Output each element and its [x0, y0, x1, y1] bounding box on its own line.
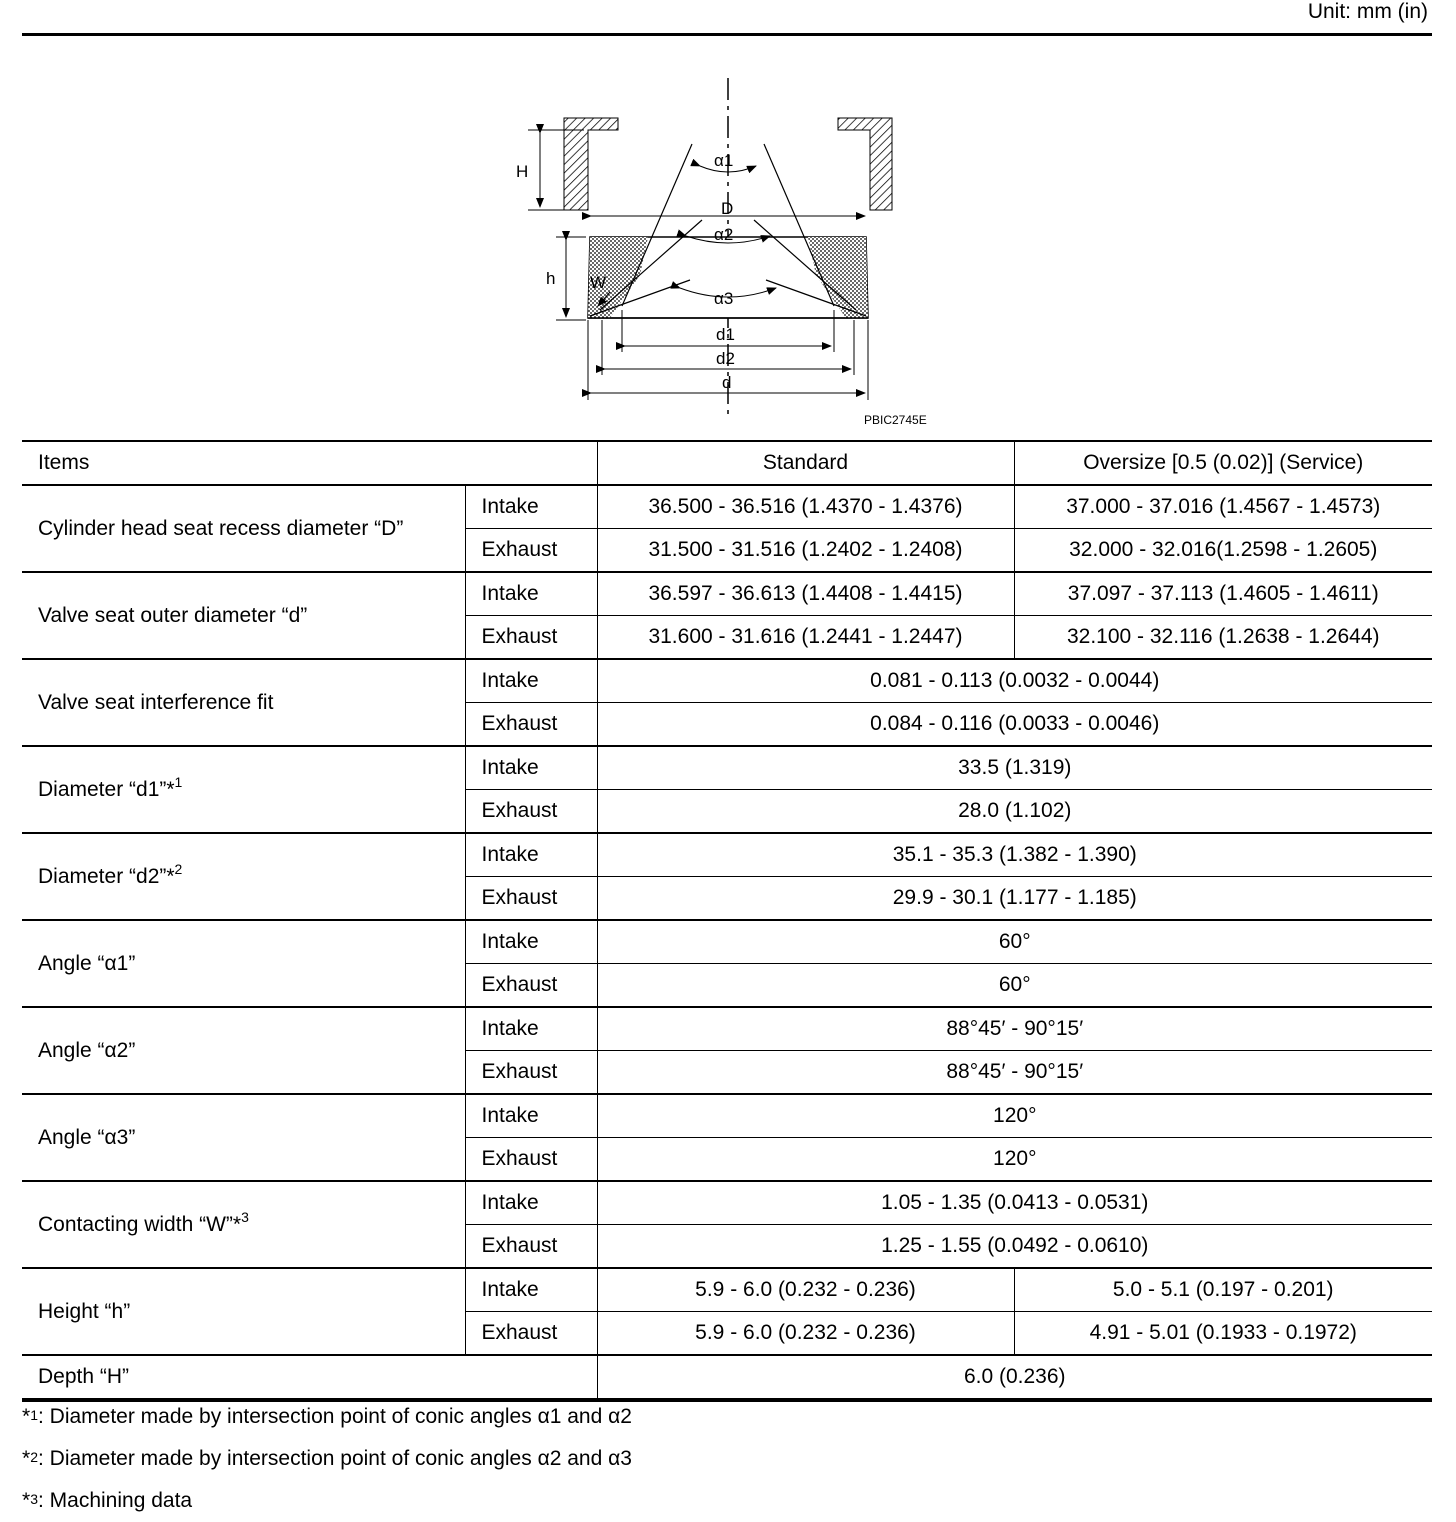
footnote-sup: 2 — [30, 1449, 38, 1465]
table-row — [22, 746, 1432, 790]
standard-value: 36.500 - 36.516 (1.4370 - 1.4376) — [597, 485, 1014, 529]
footnotes — [22, 1396, 632, 1522]
table-row — [22, 1268, 1432, 1312]
valve-seat-spec-table — [22, 440, 1432, 1402]
standard-value: 36.597 - 36.613 (1.4408 - 1.4415) — [597, 572, 1014, 616]
common-value: 0.081 - 0.113 (0.0032 - 0.0044) — [597, 659, 1432, 703]
sub-label: Exhaust — [465, 1051, 597, 1095]
footnote-text: : Machining data — [37, 1489, 193, 1512]
sub-label: Exhaust — [465, 964, 597, 1008]
item-label — [22, 746, 465, 833]
item-label: Angle “α1” — [22, 920, 465, 1007]
footnote — [22, 1396, 632, 1438]
footnote-sup: 2 — [174, 860, 183, 877]
head-wall-right — [838, 118, 892, 210]
common-value: 1.25 - 1.55 (0.0492 - 0.0610) — [597, 1225, 1432, 1269]
common-value: 29.9 - 30.1 (1.177 - 1.185) — [597, 877, 1432, 921]
footnote-mark: * — [22, 1405, 31, 1428]
table-row — [22, 1007, 1432, 1051]
header-standard: Standard — [597, 441, 1014, 485]
oversize-value: 32.100 - 32.116 (1.2638 - 1.2644) — [1014, 616, 1432, 660]
common-value: 28.0 (1.102) — [597, 790, 1432, 834]
sub-label: Exhaust — [465, 616, 597, 660]
table-row — [22, 1355, 1432, 1400]
table-row — [22, 920, 1432, 964]
header-row — [22, 441, 1432, 485]
item-text: Diameter “d1”* — [38, 777, 175, 801]
common-value: 6.0 (0.236) — [597, 1355, 1432, 1400]
sub-label: Exhaust — [465, 1138, 597, 1182]
common-value: 0.084 - 0.116 (0.0033 - 0.0046) — [597, 703, 1432, 747]
table-row — [22, 485, 1432, 529]
sub-label: Exhaust — [465, 1225, 597, 1269]
sub-label: Intake — [465, 746, 597, 790]
table-row — [22, 833, 1432, 877]
standard-value: 31.500 - 31.516 (1.2402 - 1.2408) — [597, 529, 1014, 573]
standard-value: 31.600 - 31.616 (1.2441 - 1.2447) — [597, 616, 1014, 660]
item-label — [22, 833, 465, 920]
label-W: W — [590, 273, 607, 292]
valve-seat-diagram — [480, 70, 980, 435]
footnote-sup: 3 — [30, 1491, 38, 1507]
oversize-value: 5.0 - 5.1 (0.197 - 0.201) — [1014, 1268, 1432, 1312]
item-label: Valve seat interference fit — [22, 659, 465, 746]
common-value: 1.05 - 1.35 (0.0413 - 0.0531) — [597, 1181, 1432, 1225]
footnote-sup: 1 — [174, 773, 183, 790]
head-wall-left — [564, 118, 618, 210]
common-value: 120° — [597, 1094, 1432, 1138]
sub-label: Exhaust — [465, 790, 597, 834]
common-value: 120° — [597, 1138, 1432, 1182]
footnote-sup: 3 — [241, 1208, 249, 1225]
table-row — [22, 1181, 1432, 1225]
common-value: 60° — [597, 920, 1432, 964]
footnote — [22, 1438, 632, 1480]
label-alpha1: α1 — [714, 151, 734, 170]
oversize-value: 37.000 - 37.016 (1.4567 - 1.4573) — [1014, 485, 1432, 529]
sub-label: Exhaust — [465, 529, 597, 573]
label-alpha2: α2 — [714, 225, 734, 244]
sub-label: Intake — [465, 1007, 597, 1051]
footnote-text: : Diameter made by intersection point of conic angles α2 and α3 — [37, 1447, 632, 1470]
sub-label: Exhaust — [465, 703, 597, 747]
footnote — [22, 1480, 632, 1522]
oversize-value: 37.097 - 37.113 (1.4605 - 1.4611) — [1014, 572, 1432, 616]
footnote-sup: 1 — [30, 1407, 38, 1423]
sub-label: Intake — [465, 1268, 597, 1312]
sub-label: Intake — [465, 485, 597, 529]
label-d1: d1 — [716, 325, 735, 344]
header-items: Items — [22, 441, 597, 485]
item-label: Height “h” — [22, 1268, 465, 1355]
sub-label: Intake — [465, 920, 597, 964]
item-label: Angle “α3” — [22, 1094, 465, 1181]
table-row — [22, 572, 1432, 616]
figure-code: PBIC2745E — [864, 413, 927, 427]
common-value: 35.1 - 35.3 (1.382 - 1.390) — [597, 833, 1432, 877]
sub-label: Intake — [465, 833, 597, 877]
item-text: Contacting width “W”* — [38, 1212, 242, 1236]
table-row — [22, 659, 1432, 703]
sub-label: Exhaust — [465, 877, 597, 921]
footnote-mark: * — [22, 1447, 31, 1470]
footnote-text: : Diameter made by intersection point of conic angles α1 and α2 — [37, 1405, 632, 1428]
item-text: Diameter “d2”* — [38, 864, 175, 888]
item-label: Cylinder head seat recess diameter “D” — [22, 485, 465, 572]
standard-value: 5.9 - 6.0 (0.232 - 0.236) — [597, 1312, 1014, 1356]
item-label: Valve seat outer diameter “d” — [22, 572, 465, 659]
common-value: 88°45′ - 90°15′ — [597, 1007, 1432, 1051]
common-value: 60° — [597, 964, 1432, 1008]
label-H: H — [516, 162, 529, 181]
oversize-value: 32.000 - 32.016(1.2598 - 1.2605) — [1014, 529, 1432, 573]
label-h: h — [546, 269, 556, 288]
standard-value: 5.9 - 6.0 (0.232 - 0.236) — [597, 1268, 1014, 1312]
top-rule — [22, 33, 1432, 36]
item-label: Depth “H” — [22, 1355, 597, 1400]
header-oversize: Oversize [0.5 (0.02)] (Service) — [1014, 441, 1432, 485]
label-d: d — [722, 373, 732, 392]
table-row — [22, 1094, 1432, 1138]
unit-label: Unit: mm (in) — [1307, 0, 1428, 23]
item-label: Angle “α2” — [22, 1007, 465, 1094]
footnote-mark: * — [22, 1489, 31, 1512]
sub-label: Exhaust — [465, 1312, 597, 1356]
label-d2: d2 — [716, 349, 735, 368]
item-label — [22, 1181, 465, 1268]
common-value: 88°45′ - 90°15′ — [597, 1051, 1432, 1095]
sub-label: Intake — [465, 572, 597, 616]
label-alpha3: α3 — [714, 289, 734, 308]
sub-label: Intake — [465, 659, 597, 703]
oversize-value: 4.91 - 5.01 (0.1933 - 0.1972) — [1014, 1312, 1432, 1356]
sub-label: Intake — [465, 1094, 597, 1138]
label-D: D — [721, 199, 734, 218]
sub-label: Intake — [465, 1181, 597, 1225]
common-value: 33.5 (1.319) — [597, 746, 1432, 790]
